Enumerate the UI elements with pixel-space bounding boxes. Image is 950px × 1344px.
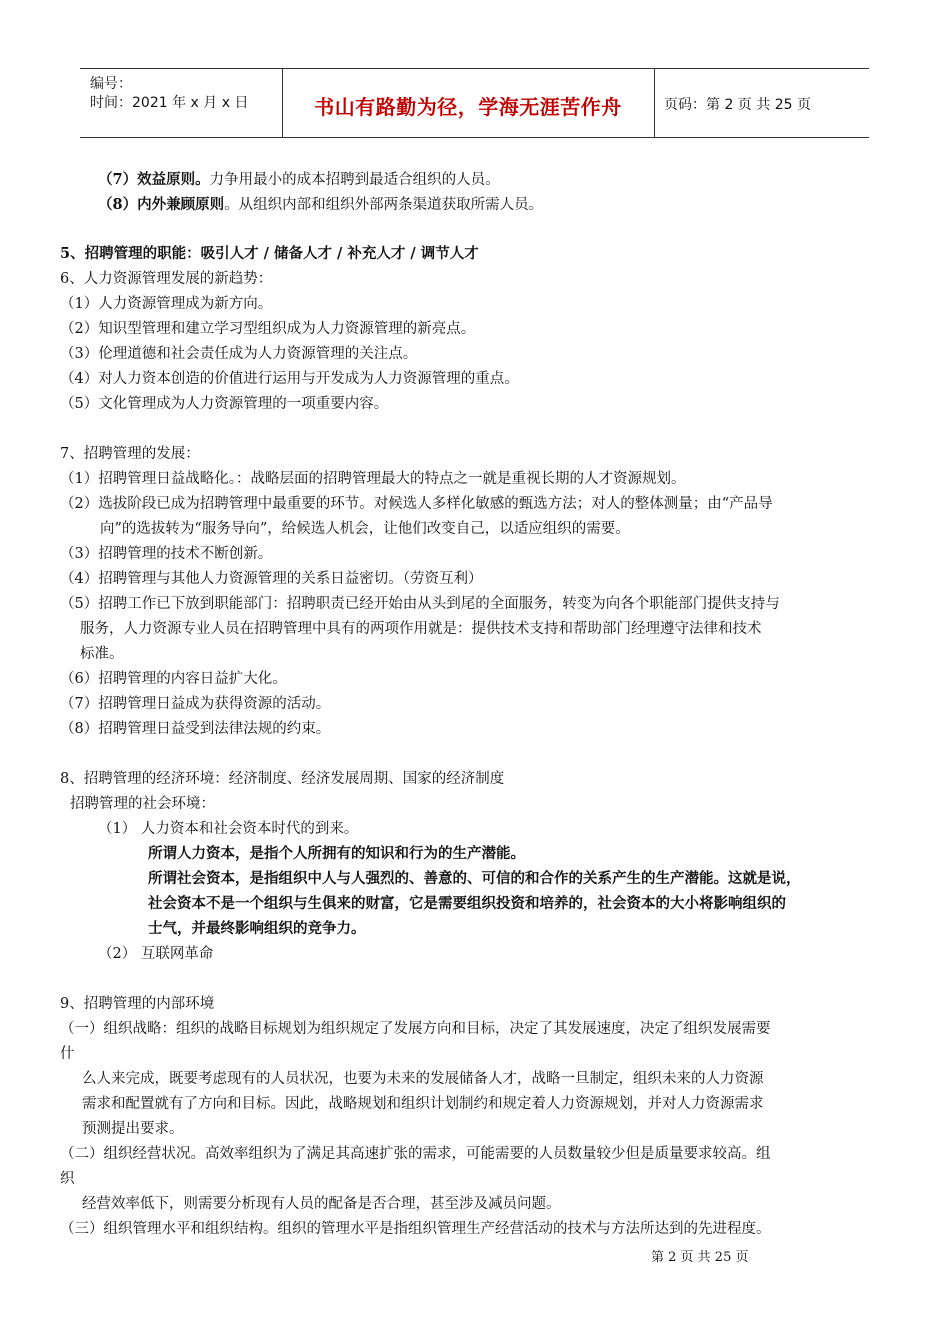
body-text: （5）招聘工作已下放到职能部门：招聘职责已经开始由从头到尾的全面服务，转变为向各个职能部门提供支持与 [60,596,780,612]
text-line [98,194,543,216]
page-header [80,68,869,138]
body-text: 向”的选拔转为“服务导向”，给候选人机会，让他们改变自己，以适应组织的需要。 [100,521,630,537]
body-text: （一）组织战略：组织的战略目标规划为组织规定了发展方向和目标，决定了其发展速度，决定了组织发展需要 [60,1021,771,1037]
text-line [148,893,786,915]
text-line [60,718,330,740]
bold-text: （8）内外兼顾原则 [98,196,225,213]
text-line [80,643,124,665]
body-text: 什 [60,1046,75,1062]
body-text: （三）组织管理水平和组织结构。组织的管理水平是指组织管理生产经营活动的技术与方法所达到的先进程度。 [60,1221,771,1237]
text-line [60,693,330,715]
body-text: 招聘管理的社会环境： [70,796,215,812]
body-text: （1）人力资源管理成为新方向。 [60,296,273,312]
document-number-label: 编号： [90,76,132,92]
body-text: 6、人力资源管理发展的新趋势： [60,271,273,287]
header-motto-cell [282,69,655,137]
text-line [60,493,773,515]
bold-text: 社会资本不是一个组织与生俱来的财富，它是需要组织投资和培养的，社会资本的大小将影响组织的 [148,895,786,912]
body-text: 经营效率低下，则需要分析现有人员的配备是否合理，甚至涉及减员问题。 [82,1196,561,1212]
body-text: 标准。 [80,646,124,662]
body-text: （1） 人力资本和社会资本时代的到来。 [98,821,359,837]
body-text: （5）文化管理成为人力资源管理的一项重要内容。 [60,396,389,412]
text-line [60,668,287,690]
body-text: （6）招聘管理的内容日益扩大化。 [60,671,287,687]
body-text: 服务，人力资源专业人员在招聘管理中具有的两项作用就是：提供技术支持和帮助部门经理遵守法律和技术 [80,621,762,637]
text-line [60,393,388,415]
body-text: 8、招聘管理的经济环境：经济制度、经济发展周期、国家的经济制度 [60,771,505,787]
text-line [100,518,630,540]
body-text: （2）知识型管理和建立学习型组织成为人力资源管理的新亮点。 [60,321,476,337]
body-text: 预测提出要求。 [82,1121,184,1137]
text-line [60,243,479,265]
text-line [60,368,519,390]
text-line [60,268,272,290]
body-text: （7）招聘管理日益成为获得资源的活动。 [60,696,331,712]
text-line [148,868,801,890]
text-line [60,293,272,315]
bold-text: 士气，并最终影响组织的竞争力。 [148,920,366,937]
body-text: （8）招聘管理日益受到法律法规的约束。 [60,721,331,737]
body-text: （二）组织经营状况。高效率组织为了满足其高速扩张的需求，可能需要的人员数量较少但是质量要求较高。组 [60,1146,771,1162]
text-line [148,843,525,865]
bold-text: （7）效益原则。 [98,171,210,188]
text-line [60,1143,771,1165]
bold-text: 所谓社会资本，是指组织中人与人强烈的、善意的、可信的和合作的关系产生的生产潜能。这就是说， [148,870,801,887]
body-text: 9、招聘管理的内部环境 [60,996,215,1012]
text-line [60,768,504,790]
body-text: （4）对人力资本创造的价值进行运用与开发成为人力资源管理的重点。 [60,371,519,387]
document-time-label: 时间：2021 年 x 月 x 日 [90,95,249,111]
text-line [82,1093,764,1115]
text-line [60,1218,771,1240]
text-line [82,1068,764,1090]
text-line [60,593,780,615]
header-meta-cell [80,69,283,137]
text-line [60,1043,75,1065]
body-text: （3）伦理道德和社会责任成为人力资源管理的关注点。 [60,346,418,362]
body-text: （2）选拔阶段已成为招聘管理中最重要的环节。对候选人多样化敏感的甄选方法；对人的整体测量；由“产品导 [60,496,773,512]
bold-text: 所谓人力资本，是指个人所拥有的知识和行为的生产潜能。 [148,845,525,862]
body-text: 需求和配置就有了方向和目标。因此，战略规划和组织计划制约和规定着人力资源规划，并对人力资源需求 [82,1096,764,1112]
body-text: 7、招聘管理的发展： [60,446,200,462]
text-line [148,918,366,940]
text-line [60,468,685,490]
header-page-cell [654,69,869,137]
body-text: 么人来完成，既要考虑现有的人员状况，也要为未来的发展储备人才，战略一旦制定，组织未来的人力资源 [82,1071,764,1087]
text-line [98,818,358,840]
text-line [60,568,482,590]
text-line [80,618,762,640]
body-text: （3）招聘管理的技术不断创新。 [60,546,273,562]
text-line [60,443,200,465]
body-text: 。从组织内部和组织外部两条渠道获取所需人员。 [224,197,544,213]
text-line [98,943,213,965]
text-line [98,169,500,191]
text-line [60,543,272,565]
text-line [82,1193,561,1215]
body-text: （1）招聘管理日益战略化。：战略层面的招聘管理最大的特点之一就是重视长期的人才资源规划。 [60,471,686,487]
text-line [70,793,215,815]
bold-text: 5、招聘管理的职能：吸引人才 / 储备人才 / 补充人才 / 调节人才 [60,245,479,262]
header-page-code: 页码：第 2 页 共 25 页 [664,97,811,113]
body-text: （2） 互联网革命 [98,946,214,962]
text-line [60,1018,771,1040]
text-line [60,318,475,340]
body-text: 力争用最小的成本招聘到最适合组织的人员。 [209,172,500,188]
body-text: （4）招聘管理与其他人力资源管理的关系日益密切。（劳资互利） [60,571,483,587]
page-footer: 第 2 页 共 25 页 [651,1250,749,1265]
text-line [60,1168,75,1190]
text-line [60,343,417,365]
text-line [60,993,214,1015]
body-text: 织 [60,1171,75,1187]
text-line [82,1118,184,1140]
header-motto: 书山有路勤为径，学海无涯苦作舟 [314,95,622,119]
